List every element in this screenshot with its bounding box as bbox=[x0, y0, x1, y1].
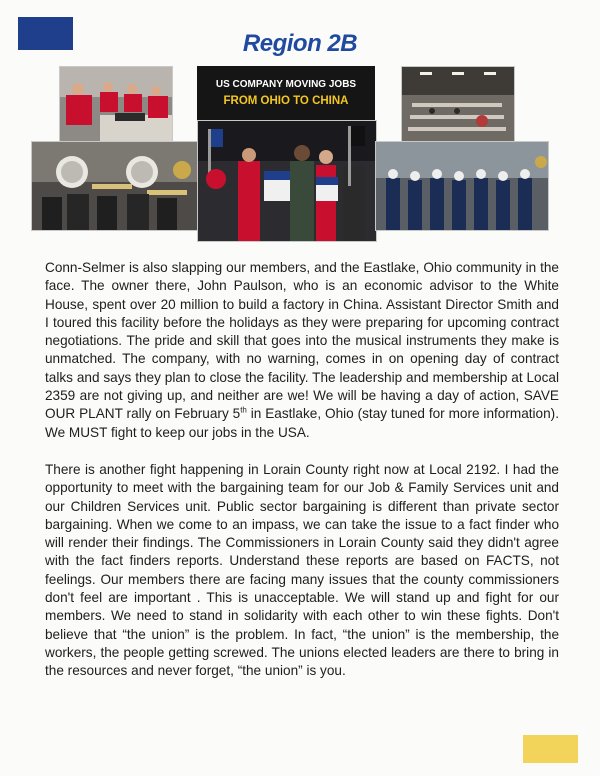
paragraph-conn-selmer bbox=[45, 259, 559, 442]
superscript-th: th bbox=[240, 405, 247, 415]
marching-band-photo-right bbox=[375, 141, 549, 231]
banner-line-1: US COMPANY MOVING JOBS bbox=[215, 79, 357, 90]
paragraph-1-text: Conn-Selmer is also slapping our members, and the Eastlake, Ohio community in the face. The owner there, John Paulson, who is an economic advisor to the White House, spent over 20 million to build a factory in China. Assistant Director Smith and I toured this facility before the holidays as they were preparing for upcoming contract negotiations. The pride and skill that goes into the musical instruments they make is unmatched. The company, with no warning, comes in on opening day of contract talks and says they plan to close the facility. The leadership and membership at Local 2359 are not giving up, and neither are we! We will be having a day of action, SAVE OUR PLANT rally on February 5 bbox=[45, 260, 559, 422]
article-body bbox=[45, 259, 559, 700]
paragraph-1-text-end: in Eastlake, Ohio (stay tuned for more information). We MUST fight to keep our jobs in the USA. bbox=[45, 406, 559, 440]
banner-line-2: FROM OHIO TO CHINA bbox=[223, 95, 349, 107]
paragraph-lorain-county: There is another fight happening in Lorain County right now at Local 2192. I had the opportunity to meet with the bargaining team for our Job & Family Services unit and our Children Services unit. Public sector bargaining is different than private sector bargaining. When we come to an impass, we can take the issue to a fact finder who will render their findings. The Commissioners in Lorain County said they didn't agree with the fact finders reports. Understand these reports are based on FACTS, not feelings. Our members there are facing many issues that the county commissioners don't feel are important . This is unacceptable. We will stand up and fight for our members. We need to stand in solidarity with each other to win these fights. Don't believe that “the union” is the problem. In fact, “the union” is the membership, the workers, the people getting screwed. The unions elected leaders are there to bring in the resources and never forget, “the union” is you. bbox=[45, 461, 559, 679]
marching-band-photo-left bbox=[31, 141, 198, 231]
page-title: Region 2B bbox=[242, 30, 358, 57]
rally-photo bbox=[197, 120, 377, 242]
headline-banner bbox=[197, 66, 375, 120]
meeting-photo bbox=[59, 66, 173, 146]
corner-tab-yellow bbox=[523, 735, 578, 763]
hall-photo bbox=[401, 66, 515, 146]
